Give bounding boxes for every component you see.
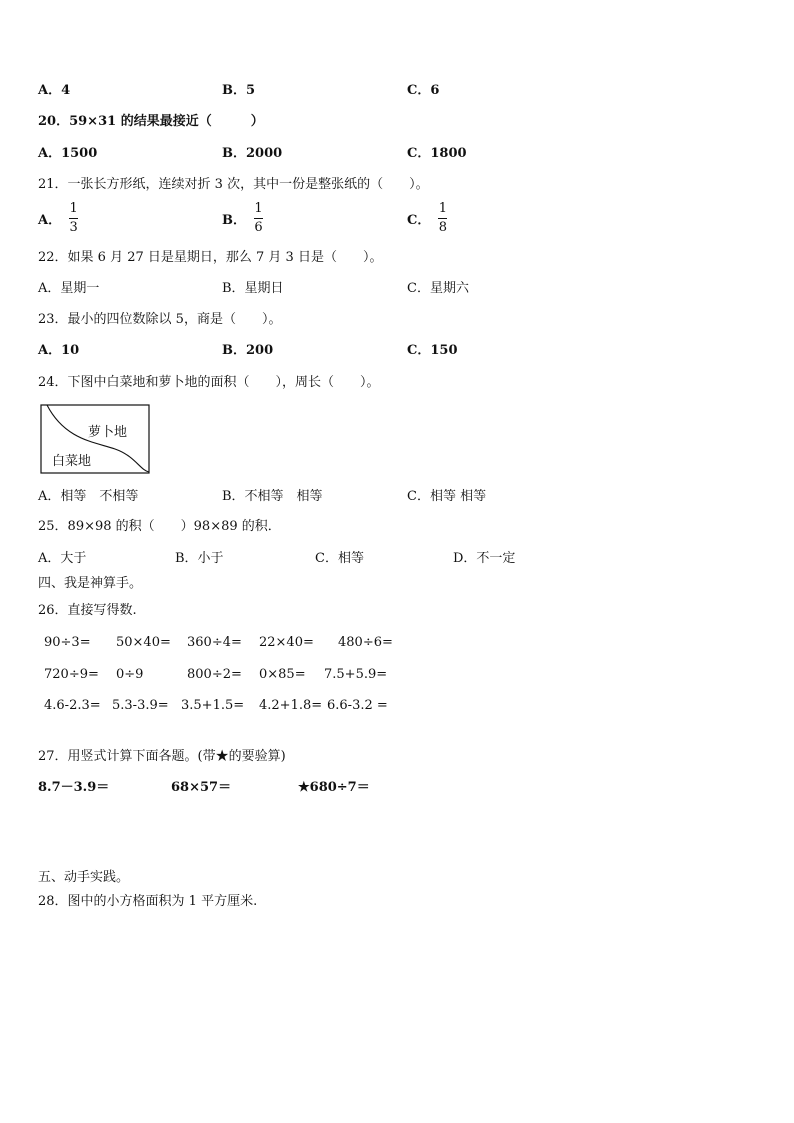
q21-question: 21．一张长方形纸，连续对折 3 次，其中一份是整张纸的（ ）。 — [38, 177, 429, 192]
q21-option-a-label: A． — [38, 213, 62, 228]
q23-option-c: C．150 — [407, 343, 458, 358]
q27-item: 68×57＝ — [171, 780, 232, 795]
q21-option-c-label: C． — [407, 213, 431, 228]
q25-option-c: C．相等 — [315, 551, 364, 566]
q19-option-b: B．5 — [222, 83, 256, 98]
q21-option-c — [407, 202, 447, 235]
q22-question: 22．如果 6 月 27 日是星期日，那么 7 月 3 日是（ ）。 — [38, 250, 383, 265]
q26-row1-item: 22×40= — [259, 635, 314, 650]
q21-option-a — [38, 202, 78, 235]
q26-question: 26．直接写得数. — [38, 603, 137, 618]
q23-option-a: A．10 — [38, 343, 80, 358]
q26-row2-item: 0÷9 — [116, 667, 144, 682]
q26-row2-item: 720÷9= — [44, 667, 99, 682]
q26-row3-item: 5.3-3.9= — [112, 698, 169, 713]
q26-row3-item: 4.6-2.3= — [44, 698, 101, 713]
q20-option-b: B．2000 — [222, 146, 283, 161]
q20-option-a: A．1500 — [38, 146, 98, 161]
fraction-denominator: 8 — [438, 220, 447, 235]
q20-question: 20．59×31 的结果最接近（ ） — [38, 114, 264, 129]
q19-option-a: A．4 — [38, 83, 71, 98]
q25-option-d: D．不一定 — [453, 551, 516, 566]
q23-question: 23．最小的四位数除以 5，商是（ ）。 — [38, 312, 282, 327]
fraction-bar — [438, 218, 447, 219]
cabbage-field-label: 白菜地 — [52, 454, 92, 469]
fraction-numerator: 1 — [254, 201, 263, 216]
q22-option-b: B．星期日 — [222, 281, 284, 296]
q21-option-c-fraction — [438, 202, 447, 235]
field-diagram — [40, 404, 152, 476]
q26-row1-item: 50×40= — [116, 635, 171, 650]
q21-option-b-fraction — [254, 202, 263, 235]
q27-item: ★680÷7＝ — [298, 780, 370, 795]
q26-row2-item: 800÷2= — [187, 667, 242, 682]
q26-row3-item: 4.2+1.8= — [259, 698, 323, 713]
q24-option-a: A．相等 不相等 — [38, 489, 139, 504]
q26-row3-item: 3.5+1.5= — [181, 698, 245, 713]
q27-question: 27．用竖式计算下面各题。(带★的要验算) — [38, 749, 286, 764]
q25-option-a: A．大于 — [38, 551, 87, 566]
q22-option-c: C．星期六 — [407, 281, 469, 296]
q22-option-a: A．星期一 — [38, 281, 100, 296]
fraction-numerator: 1 — [69, 201, 78, 216]
q23-option-b: B．200 — [222, 343, 274, 358]
q21-option-b — [222, 202, 263, 235]
q25-question: 25．89×98 的积（ ）98×89 的积． — [38, 519, 281, 534]
section-4-title: 四、我是神算手。 — [38, 576, 143, 591]
q26-row1-item: 480÷6= — [338, 635, 393, 650]
q25-option-b: B．小于 — [175, 551, 224, 566]
q20-option-c: C．1800 — [407, 146, 467, 161]
q21-option-b-label: B． — [222, 213, 246, 228]
fraction-numerator: 1 — [438, 201, 447, 216]
q24-option-c: C．相等 相等 — [407, 489, 487, 504]
q21-option-a-fraction — [69, 202, 78, 235]
q26-row2-item: 7.5+5.9= — [324, 667, 388, 682]
q19-option-c: C．6 — [407, 83, 440, 98]
q26-row2-item: 0×85= — [259, 667, 306, 682]
section-5-title: 五、动手实践。 — [38, 870, 130, 885]
q24-question: 24．下图中白菜地和萝卜地的面积（ ），周长（ ）。 — [38, 375, 380, 390]
radish-field-label: 萝卜地 — [88, 425, 128, 440]
q24-option-b: B．不相等 相等 — [222, 489, 323, 504]
q26-row1-item: 90÷3= — [44, 635, 91, 650]
fraction-bar — [254, 218, 263, 219]
q27-item: 8.7－3.9＝ — [38, 780, 110, 795]
q28-question: 28．图中的小方格面积为 1 平方厘米. — [38, 894, 258, 909]
fraction-bar — [69, 218, 78, 219]
fraction-denominator: 3 — [69, 220, 78, 235]
q26-row3-item: 6.6-3.2 = — [327, 698, 388, 713]
fraction-denominator: 6 — [254, 220, 263, 235]
q26-row1-item: 360÷4= — [187, 635, 242, 650]
